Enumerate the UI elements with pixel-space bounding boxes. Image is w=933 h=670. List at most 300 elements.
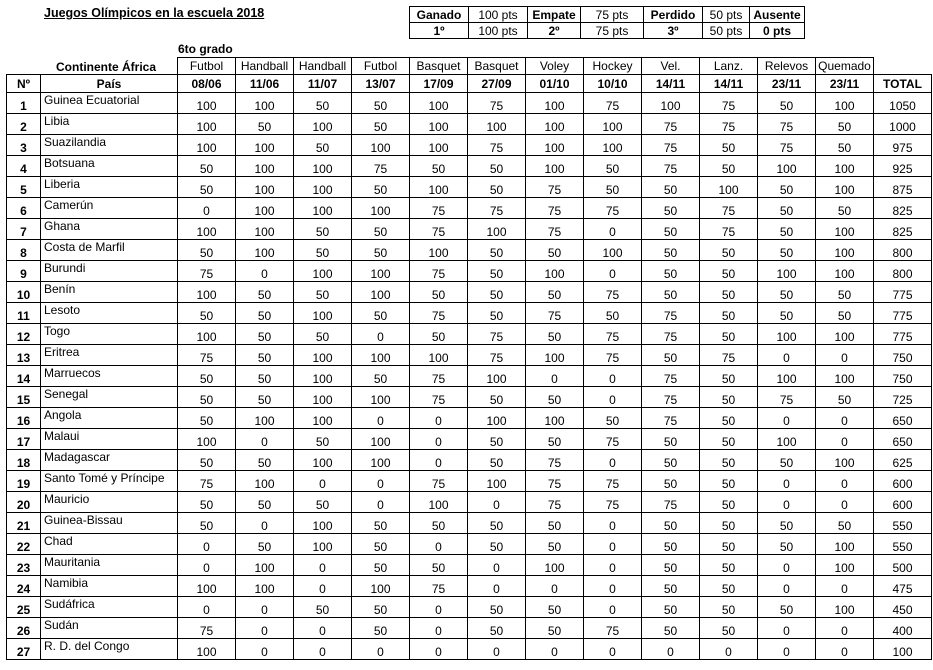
total-cell: 800 <box>874 240 932 261</box>
score-cell: 100 <box>758 366 816 387</box>
score-cell: 50 <box>178 240 236 261</box>
score-cell: 50 <box>700 156 758 177</box>
total-cell: 450 <box>874 597 932 618</box>
score-cell: 100 <box>758 429 816 450</box>
score-cell: 100 <box>294 387 352 408</box>
row-number: 7 <box>7 219 41 240</box>
legend-cell: Ausente <box>750 7 805 23</box>
score-cell: 50 <box>178 450 236 471</box>
row-number: 24 <box>7 576 41 597</box>
country-name: Suazilandia <box>41 135 178 156</box>
score-cell: 100 <box>468 471 526 492</box>
row-number: 25 <box>7 597 41 618</box>
total-cell: 825 <box>874 198 932 219</box>
score-cell: 75 <box>352 156 410 177</box>
score-cell: 75 <box>642 156 700 177</box>
score-cell: 50 <box>758 198 816 219</box>
total-cell: 100 <box>874 639 932 660</box>
score-cell: 50 <box>526 282 584 303</box>
score-cell: 100 <box>352 261 410 282</box>
score-cell: 75 <box>700 345 758 366</box>
score-cell: 0 <box>584 366 642 387</box>
sport-header: Hockey <box>584 58 642 75</box>
score-cell: 50 <box>294 324 352 345</box>
row-number: 3 <box>7 135 41 156</box>
score-cell: 50 <box>700 324 758 345</box>
score-cell: 50 <box>758 597 816 618</box>
score-cell: 0 <box>236 639 294 660</box>
row-number: 18 <box>7 450 41 471</box>
total-cell: 750 <box>874 366 932 387</box>
score-cell: 50 <box>236 303 294 324</box>
score-cell: 100 <box>294 513 352 534</box>
score-cell: 50 <box>352 597 410 618</box>
country-name: Botsuana <box>41 156 178 177</box>
score-cell: 50 <box>526 240 584 261</box>
score-cell: 75 <box>584 618 642 639</box>
score-cell: 0 <box>468 576 526 597</box>
table-row <box>7 156 932 177</box>
score-cell: 75 <box>468 135 526 156</box>
date-header: 14/11 <box>700 75 758 93</box>
score-cell: 75 <box>526 219 584 240</box>
total-header: TOTAL <box>874 75 932 93</box>
score-cell: 75 <box>410 303 468 324</box>
score-cell: 50 <box>816 282 874 303</box>
score-cell: 100 <box>352 450 410 471</box>
country-name: Costa de Marfil <box>41 240 178 261</box>
row-number: 17 <box>7 429 41 450</box>
score-cell: 75 <box>410 219 468 240</box>
score-cell: 50 <box>468 450 526 471</box>
score-cell: 50 <box>294 93 352 114</box>
score-cell: 100 <box>642 93 700 114</box>
score-cell: 0 <box>816 429 874 450</box>
score-cell: 100 <box>526 345 584 366</box>
row-number: 1 <box>7 93 41 114</box>
score-cell: 50 <box>236 114 294 135</box>
table-row <box>7 576 932 597</box>
score-cell: 100 <box>178 324 236 345</box>
score-cell: 100 <box>410 240 468 261</box>
total-cell: 775 <box>874 282 932 303</box>
score-cell: 50 <box>236 534 294 555</box>
legend-row-places <box>410 23 805 39</box>
legend-cell: 0 pts <box>750 23 805 39</box>
score-cell: 0 <box>758 492 816 513</box>
score-cell: 100 <box>236 408 294 429</box>
legend-cell: 100 pts <box>469 23 528 39</box>
score-cell: 100 <box>178 576 236 597</box>
total-cell: 550 <box>874 534 932 555</box>
score-cell: 100 <box>816 93 874 114</box>
score-cell: 0 <box>410 429 468 450</box>
table-row <box>7 114 932 135</box>
score-cell: 75 <box>700 198 758 219</box>
country-header: País <box>41 75 178 93</box>
sport-header: Basquet <box>468 58 526 75</box>
score-cell: 0 <box>642 639 700 660</box>
score-cell: 0 <box>758 639 816 660</box>
score-cell: 0 <box>758 408 816 429</box>
score-cell: 75 <box>700 219 758 240</box>
row-number: 16 <box>7 408 41 429</box>
score-cell: 0 <box>816 576 874 597</box>
score-cell: 0 <box>816 618 874 639</box>
row-number: 22 <box>7 534 41 555</box>
score-cell: 100 <box>758 324 816 345</box>
score-cell: 100 <box>468 366 526 387</box>
row-number: 8 <box>7 240 41 261</box>
score-cell: 50 <box>642 429 700 450</box>
score-cell: 0 <box>816 408 874 429</box>
blank-cell <box>41 58 178 75</box>
score-cell: 100 <box>526 261 584 282</box>
score-cell: 0 <box>468 492 526 513</box>
score-cell: 50 <box>468 597 526 618</box>
score-cell: 0 <box>294 618 352 639</box>
score-cell: 50 <box>700 387 758 408</box>
score-cell: 50 <box>758 177 816 198</box>
table-row <box>7 387 932 408</box>
total-cell: 475 <box>874 576 932 597</box>
score-cell: 0 <box>352 471 410 492</box>
total-cell: 550 <box>874 513 932 534</box>
score-cell: 50 <box>468 513 526 534</box>
score-cell: 50 <box>642 219 700 240</box>
score-cell: 50 <box>584 156 642 177</box>
score-cell: 100 <box>526 135 584 156</box>
score-cell: 50 <box>642 450 700 471</box>
score-cell: 50 <box>352 303 410 324</box>
score-cell: 0 <box>352 492 410 513</box>
score-cell: 100 <box>294 303 352 324</box>
score-cell: 75 <box>584 282 642 303</box>
score-cell: 75 <box>526 303 584 324</box>
score-cell: 75 <box>526 471 584 492</box>
score-cell: 50 <box>758 240 816 261</box>
country-name: Togo <box>41 324 178 345</box>
score-cell: 75 <box>178 261 236 282</box>
total-cell: 775 <box>874 303 932 324</box>
score-cell: 50 <box>758 303 816 324</box>
country-name: Mauricio <box>41 492 178 513</box>
score-cell: 75 <box>584 429 642 450</box>
score-cell: 100 <box>178 219 236 240</box>
total-cell: 1050 <box>874 93 932 114</box>
score-cell: 100 <box>352 135 410 156</box>
score-cell: 50 <box>236 324 294 345</box>
score-cell: 100 <box>178 93 236 114</box>
score-cell: 100 <box>410 492 468 513</box>
row-number: 9 <box>7 261 41 282</box>
table-row <box>7 639 932 660</box>
grade-label: 6to grado <box>178 42 233 56</box>
points-legend <box>409 6 805 39</box>
score-cell: 100 <box>410 177 468 198</box>
score-cell: 50 <box>410 324 468 345</box>
table-row <box>7 366 932 387</box>
score-cell: 50 <box>352 240 410 261</box>
legend-cell: Empate <box>528 7 581 23</box>
row-number: 27 <box>7 639 41 660</box>
score-cell: 50 <box>700 534 758 555</box>
score-cell: 75 <box>584 471 642 492</box>
legend-cell: 75 pts <box>581 23 644 39</box>
country-name: Senegal <box>41 387 178 408</box>
score-cell: 0 <box>584 597 642 618</box>
score-cell: 100 <box>526 93 584 114</box>
score-cell: 0 <box>294 639 352 660</box>
score-cell: 0 <box>584 513 642 534</box>
row-number: 10 <box>7 282 41 303</box>
score-cell: 50 <box>352 177 410 198</box>
score-cell: 50 <box>642 282 700 303</box>
score-cell: 100 <box>352 345 410 366</box>
score-cell: 0 <box>468 639 526 660</box>
number-header: Nº <box>7 75 41 93</box>
score-cell: 0 <box>468 555 526 576</box>
total-cell: 725 <box>874 387 932 408</box>
country-name: Eritrea <box>41 345 178 366</box>
score-cell: 50 <box>178 492 236 513</box>
country-name: Namibia <box>41 576 178 597</box>
score-cell: 50 <box>642 240 700 261</box>
score-cell: 50 <box>352 534 410 555</box>
score-cell: 100 <box>468 408 526 429</box>
score-cell: 50 <box>294 429 352 450</box>
score-cell: 0 <box>178 198 236 219</box>
score-cell: 0 <box>758 555 816 576</box>
score-cell: 75 <box>410 387 468 408</box>
table-row <box>7 618 932 639</box>
score-cell: 75 <box>410 366 468 387</box>
score-cell: 100 <box>816 555 874 576</box>
score-cell: 0 <box>526 366 584 387</box>
score-cell: 50 <box>758 219 816 240</box>
score-cell: 0 <box>178 597 236 618</box>
score-cell: 100 <box>294 114 352 135</box>
score-cell: 100 <box>178 282 236 303</box>
score-cell: 50 <box>700 555 758 576</box>
score-cell: 50 <box>526 387 584 408</box>
score-cell: 75 <box>584 492 642 513</box>
score-cell: 0 <box>294 555 352 576</box>
table-row <box>7 597 932 618</box>
score-cell: 0 <box>816 492 874 513</box>
score-cell: 100 <box>526 555 584 576</box>
score-cell: 50 <box>178 513 236 534</box>
score-cell: 100 <box>294 177 352 198</box>
score-cell: 100 <box>816 597 874 618</box>
sport-header: Quemado <box>816 58 874 75</box>
score-cell: 100 <box>410 135 468 156</box>
date-header: 17/09 <box>410 75 468 93</box>
score-cell: 50 <box>352 513 410 534</box>
score-cell: 100 <box>178 429 236 450</box>
row-number: 26 <box>7 618 41 639</box>
score-cell: 0 <box>700 639 758 660</box>
score-cell: 50 <box>468 387 526 408</box>
date-header: 23/11 <box>816 75 874 93</box>
legend-cell: 2º <box>528 23 581 39</box>
score-cell: 75 <box>758 114 816 135</box>
score-cell: 75 <box>642 303 700 324</box>
score-cell: 50 <box>236 492 294 513</box>
score-cell: 50 <box>642 177 700 198</box>
score-cell: 50 <box>352 114 410 135</box>
score-cell: 50 <box>294 240 352 261</box>
table-row <box>7 345 932 366</box>
total-cell: 925 <box>874 156 932 177</box>
score-cell: 0 <box>352 639 410 660</box>
score-cell: 100 <box>236 135 294 156</box>
date-header: 13/07 <box>352 75 410 93</box>
row-number: 4 <box>7 156 41 177</box>
table-row <box>7 555 932 576</box>
score-cell: 50 <box>758 513 816 534</box>
total-cell: 1000 <box>874 114 932 135</box>
score-cell: 100 <box>758 156 816 177</box>
continent-label: Continente África <box>56 60 157 74</box>
score-cell: 75 <box>410 261 468 282</box>
country-name: Camerún <box>41 198 178 219</box>
score-cell: 50 <box>178 156 236 177</box>
row-number: 13 <box>7 345 41 366</box>
results-table <box>6 57 932 660</box>
score-cell: 0 <box>584 534 642 555</box>
score-cell: 75 <box>526 177 584 198</box>
table-row <box>7 240 932 261</box>
score-cell: 75 <box>642 114 700 135</box>
table-row <box>7 324 932 345</box>
score-cell: 100 <box>352 282 410 303</box>
score-cell: 50 <box>816 198 874 219</box>
score-cell: 50 <box>642 513 700 534</box>
score-cell: 100 <box>816 450 874 471</box>
legend-cell: 75 pts <box>581 7 644 23</box>
score-cell: 75 <box>642 135 700 156</box>
country-name: Guinea-Bissau <box>41 513 178 534</box>
country-name: Chad <box>41 534 178 555</box>
score-cell: 50 <box>236 450 294 471</box>
row-number: 21 <box>7 513 41 534</box>
country-name: Sudáfrica <box>41 597 178 618</box>
sport-header: Vel. <box>642 58 700 75</box>
table-row <box>7 450 932 471</box>
score-cell: 100 <box>468 219 526 240</box>
score-cell: 100 <box>294 534 352 555</box>
score-cell: 50 <box>410 513 468 534</box>
score-cell: 100 <box>410 345 468 366</box>
score-cell: 100 <box>526 408 584 429</box>
score-cell: 50 <box>758 282 816 303</box>
score-cell: 0 <box>526 639 584 660</box>
score-cell: 50 <box>642 198 700 219</box>
country-name: Liberia <box>41 177 178 198</box>
score-cell: 100 <box>584 135 642 156</box>
score-cell: 50 <box>584 408 642 429</box>
score-cell: 100 <box>178 639 236 660</box>
country-name: Ghana <box>41 219 178 240</box>
score-cell: 50 <box>700 303 758 324</box>
score-cell: 0 <box>410 534 468 555</box>
score-cell: 50 <box>700 492 758 513</box>
country-name: Lesoto <box>41 303 178 324</box>
table-row <box>7 198 932 219</box>
score-cell: 0 <box>584 555 642 576</box>
score-cell: 75 <box>584 345 642 366</box>
score-cell: 0 <box>584 639 642 660</box>
country-name: Angola <box>41 408 178 429</box>
score-cell: 50 <box>236 282 294 303</box>
sport-header: Relevos <box>758 58 816 75</box>
score-cell: 50 <box>178 387 236 408</box>
score-cell: 50 <box>468 618 526 639</box>
score-cell: 100 <box>352 198 410 219</box>
country-name: Madagascar <box>41 450 178 471</box>
score-cell: 100 <box>294 450 352 471</box>
sport-header-row <box>7 58 932 75</box>
score-cell: 50 <box>700 135 758 156</box>
score-cell: 0 <box>526 576 584 597</box>
country-name: Guinea Ecuatorial <box>41 93 178 114</box>
sport-header: Voley <box>526 58 584 75</box>
score-cell: 75 <box>410 198 468 219</box>
score-cell: 75 <box>468 198 526 219</box>
date-header: 11/07 <box>294 75 352 93</box>
legend-cell: Ganado <box>410 7 469 23</box>
row-number: 5 <box>7 177 41 198</box>
score-cell: 100 <box>236 471 294 492</box>
score-cell: 75 <box>642 408 700 429</box>
score-cell: 75 <box>468 93 526 114</box>
score-cell: 75 <box>758 135 816 156</box>
score-cell: 75 <box>584 198 642 219</box>
row-number: 20 <box>7 492 41 513</box>
date-header: 11/06 <box>236 75 294 93</box>
score-cell: 50 <box>642 534 700 555</box>
score-cell: 50 <box>816 387 874 408</box>
score-cell: 0 <box>584 450 642 471</box>
sport-header: Lanz. <box>700 58 758 75</box>
score-cell: 100 <box>178 135 236 156</box>
score-cell: 75 <box>468 345 526 366</box>
score-cell: 50 <box>178 366 236 387</box>
score-cell: 0 <box>758 471 816 492</box>
score-cell: 0 <box>236 513 294 534</box>
total-cell: 600 <box>874 471 932 492</box>
total-cell: 875 <box>874 177 932 198</box>
table-row <box>7 261 932 282</box>
score-cell: 100 <box>236 219 294 240</box>
score-cell: 100 <box>236 198 294 219</box>
score-cell: 100 <box>468 114 526 135</box>
legend-cell: Perdido <box>644 7 703 23</box>
total-cell: 750 <box>874 345 932 366</box>
score-cell: 50 <box>294 135 352 156</box>
table-row <box>7 219 932 240</box>
score-cell: 50 <box>468 429 526 450</box>
score-cell: 100 <box>236 156 294 177</box>
score-cell: 100 <box>410 93 468 114</box>
country-name: Libia <box>41 114 178 135</box>
score-cell: 50 <box>468 303 526 324</box>
score-cell: 100 <box>526 156 584 177</box>
score-cell: 0 <box>178 555 236 576</box>
score-cell: 75 <box>410 576 468 597</box>
score-cell: 50 <box>700 513 758 534</box>
